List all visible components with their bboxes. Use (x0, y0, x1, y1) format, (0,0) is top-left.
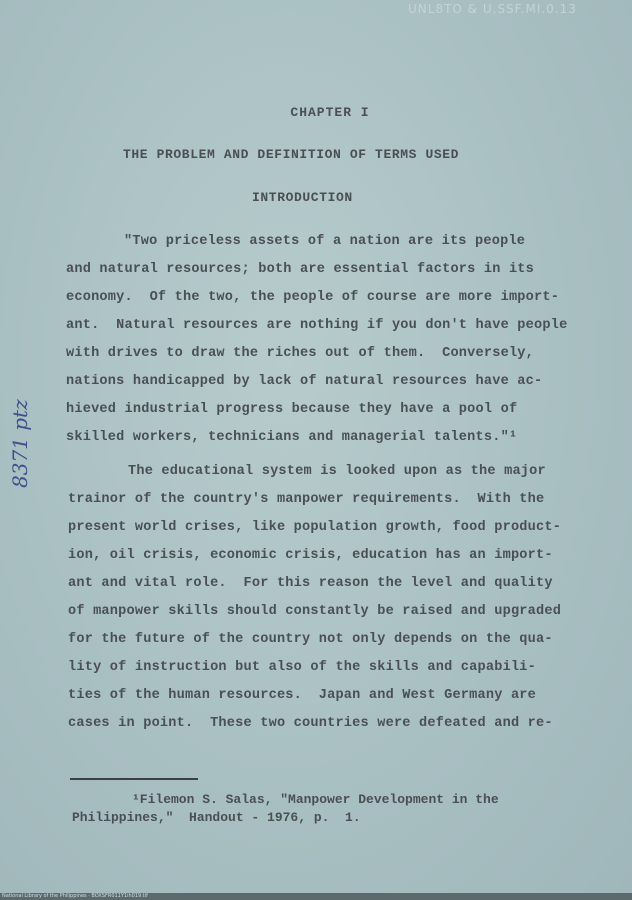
section-heading: INTRODUCTION (252, 190, 353, 205)
scan-footer-text: National Library of the Philippines · BOXSFR011Y1ih019.tif (2, 893, 148, 899)
scan-footer-strip (0, 893, 632, 900)
body-line: for the future of the country not only depends on the qua- (68, 632, 553, 647)
margin-note-text: 8371 ptz (8, 399, 32, 488)
body-line: economy. Of the two, the people of course are more import- (66, 290, 560, 305)
handwritten-margin-note (8, 388, 30, 488)
body-line: and natural resources; both are essential factors in its (66, 262, 535, 277)
body-line: trainor of the country's manpower requirements. With the (68, 492, 545, 507)
body-line: cases in point. These two countries were defeated and re- (68, 716, 553, 731)
chapter-heading: CHAPTER I (290, 105, 370, 120)
body-line: "Two priceless assets of a nation are its people (124, 234, 526, 249)
body-line: of manpower skills should constantly be raised and upgraded (68, 604, 562, 619)
body-line: skilled workers, technicians and managerial talents."¹ (66, 430, 518, 445)
footnote-line: Philippines," Handout - 1976, p. 1. (72, 810, 361, 825)
chapter-title: THE PROBLEM AND DEFINITION OF TERMS USED (123, 147, 460, 162)
footnote-line: ¹Filemon S. Salas, "Manpower Development in the (132, 792, 499, 807)
body-line: ion, oil crisis, economic crisis, education has an import- (68, 548, 553, 563)
body-line: lity of instruction but also of the skills and capabili- (68, 660, 537, 675)
body-line: ties of the human resources. Japan and West Germany are (68, 688, 537, 703)
body-line: ant. Natural resources are nothing if you don't have people (66, 318, 568, 333)
body-line: hieved industrial progress because they have a pool of (66, 402, 518, 417)
body-line: present world crises, like population growth, food product- (68, 520, 562, 535)
footnote-divider (70, 778, 198, 780)
body-line: with drives to draw the riches out of them. Conversely, (66, 346, 535, 361)
body-line: nations handicapped by lack of natural resources have ac- (66, 374, 543, 389)
body-line: ant and vital role. For this reason the level and quality (68, 576, 553, 591)
body-line: The educational system is looked upon as the major (128, 464, 546, 479)
archive-stamp: UNL8TO & U.SSF.MI.0.13 (408, 2, 577, 16)
